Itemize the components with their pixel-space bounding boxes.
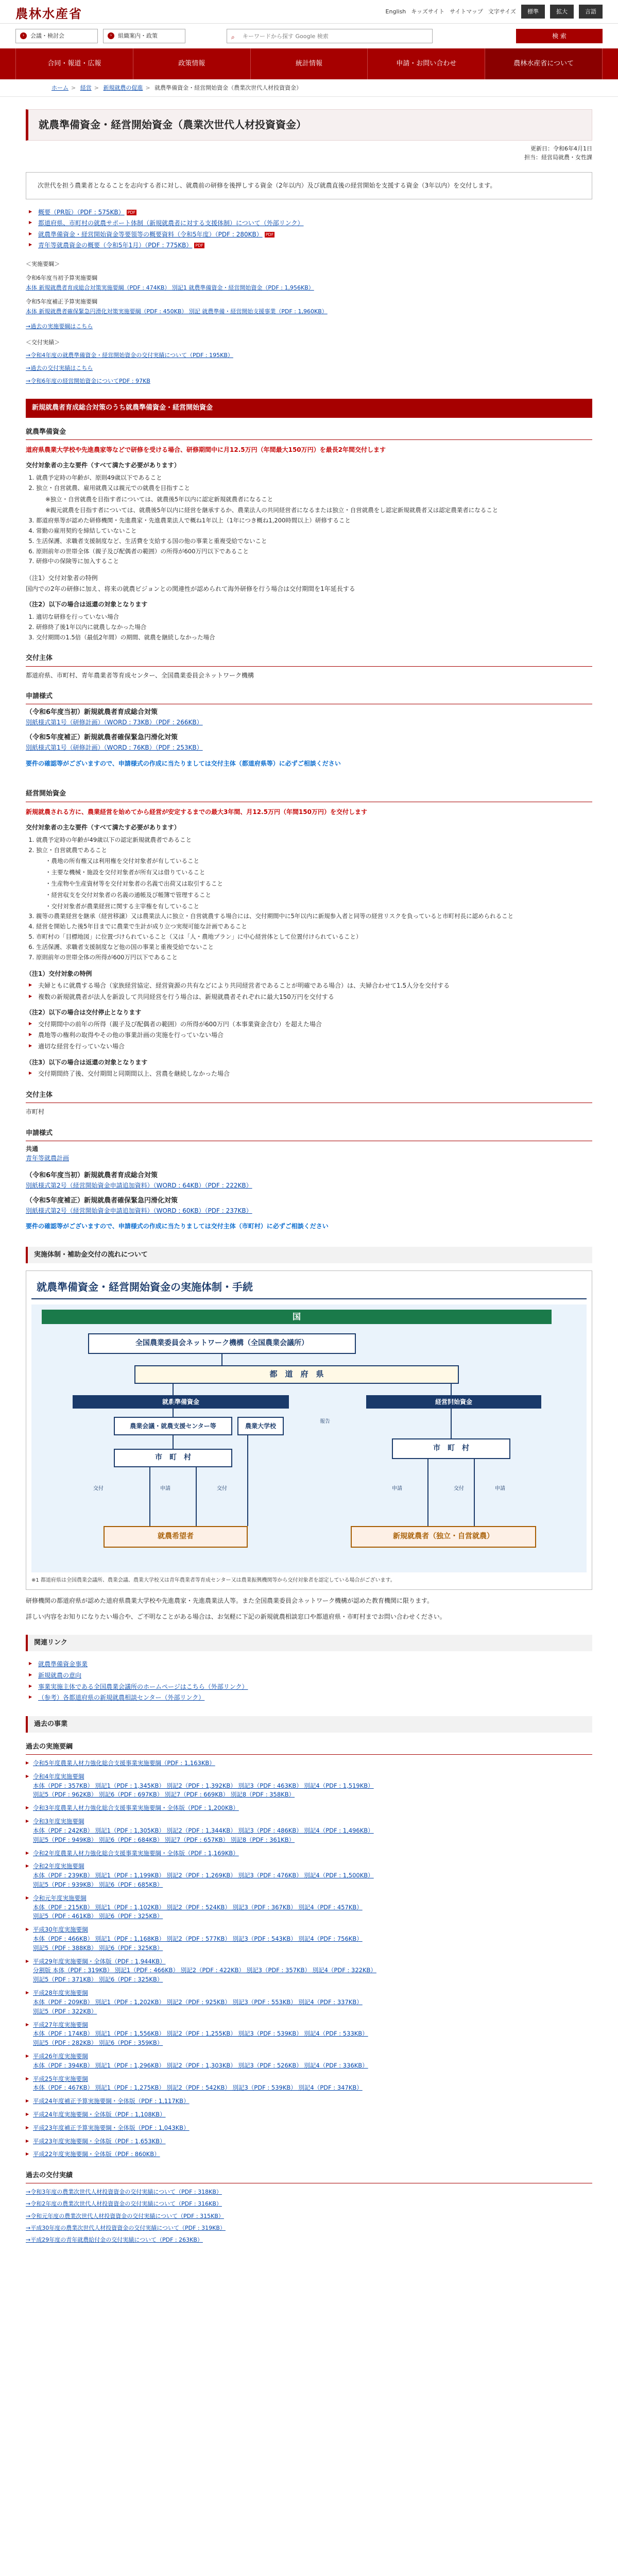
form-link[interactable]: 別紙様式第2号（経営開始資金申請追加資料）（WORD : 60KB）（PDF : 237KB） [26,1207,252,1214]
site-header [0,0,618,24]
note-text: 国内での2年の研修に加え、将来の就農ビジョンとの関連性が認められて海外研修を行う場合は交付期間を1年延長する [26,585,355,592]
past-year-files[interactable]: 別記5（PDF : 322KB） [33,2007,97,2015]
link-overview-pdf[interactable] [29,208,592,217]
past-year-item [26,2075,592,2093]
intro-box: 次世代を担う農業者となることを志向する者に対し、就農前の研修を後押しする資金（2年以内）及び就農直後の経営開始を支援する資金（3年以内）を交付します。 [26,172,592,199]
past-year-item [26,2097,592,2106]
return-condition: ▶ 交付期間終了後、交付期間と同期間以上、営農を継続しなかった場合 [29,1069,592,1079]
search-icon: ⌕ [231,33,235,41]
note-heading: （注3）以下の場合は返還の対象となります [26,1058,148,1066]
performance-link[interactable]: →令和4年度の就農準備資金・経営開始資金の交付実績について（PDF : 195KB） [26,352,233,359]
block-link[interactable]: 本体 新規就農者育成総合対策実施要綱（PDF : 474KB） 別記1 就農準備資金・経営開始資金（PDF : 1,956KB） [26,284,314,292]
search-button[interactable]: 検 索 [516,29,603,43]
return-condition: 1. 適切な研修を行っていない場合 [36,613,592,622]
search-input[interactable] [227,29,433,43]
past-year-title[interactable]: ▶ 平成23年度実施要綱・全体版（PDF : 1,653KB） [26,2137,592,2146]
past-year-files[interactable]: 別記5（PDF : 939KB） 別記6（PDF : 685KB） [33,1880,163,1888]
past-year-item [26,1957,592,1985]
past-year-files[interactable]: 別記5（PDF : 461KB） 別記6（PDF : 325KB） [33,1912,163,1920]
util-link-english[interactable]: English [385,8,406,15]
past-performance-link[interactable]: →平成29年度の青年就農給付金の交付実績について（PDF : 263KB） [26,2236,203,2243]
organization-button[interactable] [103,29,185,43]
section-heading: 実施体制・補助金交付の流れについて [26,1247,592,1263]
diagram-arrow-label: 報告 [320,1419,330,1425]
form-link[interactable]: 別紙様式第1号（研修計画）（WORD : 76KB）（PDF : 253KB） [26,744,203,752]
diagram-applicant-left: 就農希望者 [104,1526,248,1548]
requirement-item: 5. 生活保護、求職者支援制度など、生活費を支給する国の他の事業と重複受給でないこと [36,537,592,546]
arrow-right-icon: › [108,32,114,39]
block-line: 令和5年度補正予算実施要綱 [26,298,97,306]
requirement-item: 7. 原則前年の世帯全体の所得が600万円以下であること [36,953,592,962]
requirement-item: 6. 生活保護、求職者支援制度など他の国の事業と重複受給でないこと [36,943,592,952]
past-year-files[interactable]: 別記5（PDF : 949KB） 別記6（PDF : 684KB） 別記7（PDF : 657KB） 別記8（PDF : 361KB） [33,1836,295,1843]
past-performance-link[interactable]: →令和2年度の農業次世代人材投資資金の交付実績について（PDF : 316KB） [26,2200,222,2208]
past-year-title[interactable]: ▶ 平成23年度補正予算実施要綱・全体版（PDF : 1,043KB） [26,2124,592,2133]
section-heading: 過去の事業 [26,1716,592,1733]
link-support-system[interactable] [29,218,592,228]
arrow-right-icon: › [20,32,27,39]
diagram-arrow-label: 交付 [217,1486,227,1492]
site-logo[interactable]: 農林水産省 [15,6,82,21]
breadcrumb-home[interactable]: ホーム [52,84,68,91]
link-guideline-summary[interactable] [29,230,592,240]
special-case: ▶ 夫婦ともに就農する場合（家族経営協定、経営資源の共有などにより共同経営者であることが明確である場合）は、夫婦合わせて1.5人分を交付する [29,981,592,991]
past-performance-link[interactable]: →令和元年度の農業次世代人材投資資金の交付実績について（PDF : 315KB） [26,2212,224,2219]
link-youth-fund[interactable] [29,241,592,250]
nav-item-policy[interactable]: 政策情報 [133,48,250,79]
related-links [26,1659,592,1702]
past-year-title[interactable]: ▶ 平成28年度実施要綱 [26,1989,592,1998]
related-link-text[interactable]: 新規就農の意向 [38,1671,82,1679]
updated-date: 更新日：令和6年4月1日 [530,145,592,152]
related-link-text[interactable]: （参考）各都道府県の新規就農相談センター（外部リンク） [38,1694,205,1702]
form-heading: （令和6年度当初）新規就農者育成総合対策 [26,708,158,717]
related-link[interactable] [29,1693,592,1703]
subsection-heading: 交付主体 [26,653,592,666]
diagram-right-head: 経営開始資金 [366,1395,541,1409]
pdf-icon: PDF [195,243,203,248]
past-year-title[interactable]: ▶ 平成24年度実施要綱・全体版（PDF : 1,108KB） [26,2110,592,2120]
past-year-item [26,2124,592,2133]
diagram-arrows [31,1304,562,1572]
stop-condition: ▶ 適切な経営を行っていない場合 [29,1042,592,1052]
highlight-text: 道府県農業大学校や先進農家等などで研修を受ける場合、研修期間中に月12.5万円（年間最大150万円）を最長2年間交付します [26,446,386,453]
form-heading: （令和5年度補正）新規就農者確保緊急円滑化対策 [26,1196,178,1205]
return-conditions-list [26,1069,592,1079]
search-placeholder: キーワードから探す Google 検索 [243,33,329,40]
past-year-title[interactable]: ▶ 平成22年度実施要綱・全体版（PDF : 860KB） [26,2150,592,2159]
past-year-title[interactable]: ▶ 平成29年度実施要綱・全体版（PDF : 1,944KB） [26,1957,592,1967]
requirement-item: 3. 親等の農業経営を継承（経営移譲）又は農業法人に独立・自営就農する場合には、交付期間中に5年以内に新規参入者と同等の経営リスクを負っていると市町村長に認められること [36,912,592,921]
subsection-heading: 申請様式 [26,691,592,704]
form-heading: （令和5年度補正）新規就農者確保緊急円滑化対策 [26,734,178,742]
diagram-arrow-label: 申請 [160,1486,170,1492]
related-link-text[interactable]: 就農準備資金事業 [38,1660,88,1668]
application-form [26,707,592,727]
requirement-item: 4. 経営を開始した後5年目までに農業で生計が成り立つ実現可能な計画であること [36,922,592,931]
requirement-note: ・経営収支を交付対象者の名義の通帳及び帳簿で管理すること [45,891,211,899]
diagram-arrow-label: 交付 [454,1486,464,1492]
diagram-arrow-label: 交付 [93,1486,104,1492]
past-year-files[interactable]: 分割版 本体（PDF : 319KB） 別記1（PDF : 466KB） 別記2（PDF : 422KB） 別記3（PDF : 357KB） 別記4（PDF : 322KB） [33,1967,376,1974]
requirement-item: 7. 研修中の保険等に加入すること [36,557,592,566]
highlight-text: 新規就農される方に、農業経営を始めてから経営が安定するまでの最大3年間、月12.5万円（年間150万円）を交付します [26,808,368,816]
diagram-applicant-right: 新規就農者（独立・自営就農） [351,1526,536,1548]
stop-condition: ▶ 交付期間中の前年の所得（親子及び配偶者の範囲）の所得が600万円（本事業資金含む）を超えた場合 [29,1020,592,1029]
language-button[interactable]: 言語 [579,5,603,19]
past-guidelines-link[interactable]: →過去の実施要綱はこちら [26,323,93,330]
past-year-item [26,1894,592,1921]
link-text[interactable]: 都道府県、市町村の就農サポート体制（新規就農者に対する支援体制）について（外部リンク） [38,219,304,227]
subsection-heading: 申請様式 [26,1128,592,1141]
block-heading: ＜交付実績＞ [26,339,60,346]
related-link[interactable] [29,1659,592,1669]
flow-paragraph: 研修機関の都道府県が認めた道府県農業大学校や先進農家・先進農業法人等。また全国農業委員会ネットワーク機構が認めた教育機関に限ります。 [26,1597,434,1605]
update-info [26,145,592,162]
breadcrumb-new-farmers[interactable]: 新規就農の促進 [103,84,143,91]
past-year-title[interactable]: ▶ 平成27年度実施要綱 [26,2021,592,2030]
subsection-heading: 過去の交付実績 [26,2171,592,2183]
diagram-center: 農業会議・就農支援センター等 [114,1417,232,1435]
util-link-sitemap[interactable]: サイトマップ [450,8,483,15]
application-form-common [26,1144,592,1163]
past-year-files[interactable]: 本体（PDF : 215KB） 別記1（PDF : 1,102KB） 別記2（PDF : 524KB） 別記3（PDF : 367KB） 別記4（PDF : 457KB） [33,1903,363,1911]
pdf-icon: PDF [127,210,136,215]
requirement-item: 5. 市町村の「目標地図」に位置づけられていること（又は「人・農地プラン」に中心経営体として位置付けられていること） [36,933,592,942]
form-link[interactable]: 別紙様式第1号（研修計画）（WORD : 73KB）（PDF : 266KB） [26,719,203,726]
form-link[interactable]: 青年等就農計画 [26,1155,70,1162]
past-year-item [26,2052,592,2071]
note-heading: （注2）以下の場合は返還の対象となります [26,601,148,608]
main-content [26,109,592,2244]
past-year-files[interactable]: 別記5（PDF : 388KB） 別記6（PDF : 325KB） [33,1944,163,1952]
global-nav [0,48,618,79]
organization-button-label: 組織案内・政策 [118,32,158,39]
meetings-button[interactable] [15,29,98,43]
past-year-item [26,2150,592,2159]
past-year-title[interactable]: ▶ 令和2年度実施要綱 [26,1862,592,1871]
grant-body-text: 市町村 [26,1108,45,1115]
section-heading: 新規就農者育成総合対策のうち就農準備資金・経営開始資金 [26,399,592,417]
nav-item-application[interactable]: 申請・お問い合わせ [367,48,485,79]
diagram-country: 国 [42,1310,552,1324]
requirement-note: ※独立・自営就農を目指す者については、就農後5年以内に認定新規就農者になること [45,495,273,503]
diagram-arrow-label: 申請 [495,1486,505,1492]
past-year-title[interactable]: ▶ 平成30年度実施要綱 [26,1925,592,1935]
past-year-title[interactable]: ▶ 令和4年度実施要綱 [26,1772,592,1782]
utility-links [386,5,603,19]
subsection-heading: 就農準備資金 [26,427,592,440]
requirement-item: 1. 就農予定時の年齢が49歳以下の認定新規就農者であること [36,836,592,845]
past-year-title[interactable]: ▶ 令和5年度農業人材力強化総合支援事業実施要綱（PDF : 1,163KB） [26,1759,592,1768]
diagram-prefecture: 都 道 府 県 [134,1365,459,1384]
related-link[interactable] [29,1671,592,1681]
r6-fund-link[interactable]: →令和6年度の経営開始資金についてPDF : 97KB [26,378,150,385]
past-year-item [26,1862,592,1889]
past-guidelines-list [26,1759,592,2159]
past-year-item [26,1849,592,1858]
past-year-item [26,2021,592,2048]
consult-alert: 要件の確認等がございますので、申請様式の作成に当たりましては交付主体（都道府県等）に必ずご相談ください [26,759,341,767]
flow-diagram [26,1270,592,1590]
department: 担当：経営局就農・女性課 [524,154,592,161]
requirements-list [26,473,592,566]
nav-item-statistics[interactable]: 統計情報 [250,48,368,79]
return-conditions-list [26,613,592,642]
past-year-title[interactable]: ▶ 令和元年度実施要綱 [26,1894,592,1903]
return-condition: 2. 研修終了後1年以内に就農しなかった場合 [36,623,592,632]
past-year-files[interactable]: 別記5（PDF : 371KB） 別記6（PDF : 325KB） [33,1976,163,1984]
note-heading: （注1）交付対象者の特例 [26,574,98,582]
special-cases-list [26,981,592,1002]
past-year-files[interactable]: 本体（PDF : 467KB） 別記1（PDF : 1,275KB） 別記2（PDF : 542KB） 別記3（PDF : 539KB） 別記4（PDF : 347KB） [33,2084,363,2092]
requirement-item: 2. 独立・自営就農であること [36,846,592,855]
requirement-item: 1. 就農予定時の年齢が、原則49歳以下であること [36,473,592,483]
subsection-heading: 交付主体 [26,1090,592,1103]
link-text[interactable]: 青年等就農資金の概要（令和5年1月）（PDF : 775KB） [38,242,193,249]
requirement-item: 6. 原則前年の世帯全体（親子及び配偶者の範囲）の所得が600万円以下であること [36,547,592,556]
breadcrumb-separator: > [71,84,76,91]
application-form [26,733,592,753]
past-year-files[interactable]: 本体（PDF : 357KB） 別記1（PDF : 1,345KB） 別記2（PDF : 1,392KB） 別記3（PDF : 463KB） 別記4（PDF : 1,519KB） [33,1782,374,1789]
related-link-text[interactable]: 事業実施主体である全国農業会議所のホームページはこちら（外部リンク） [38,1683,248,1690]
util-link-kids[interactable]: キッズサイト [411,8,445,15]
past-year-item [26,1804,592,1813]
section-heading: 関連リンク [26,1635,592,1651]
past-year-item [26,2137,592,2146]
past-year-files[interactable]: 別記5（PDF : 962KB） 別記6（PDF : 697KB） 別記7（PDF : 669KB） 別記8（PDF : 358KB） [33,1791,295,1799]
requirement-note: ・生産物や生産資材等を交付対象者の名義で出荷又は取引すること [45,879,223,887]
past-performance-link[interactable]: →過去の交付実績はこちら [26,365,93,372]
nav-item-about[interactable]: 農林水産省について [485,48,603,79]
past-performance-link[interactable]: →令和3年度の農業次世代人材投資資金の交付実績について（PDF : 318KB） [26,2189,222,2196]
subsection-heading: 過去の実施要綱 [26,1742,592,1755]
past-year-item [26,1759,592,1768]
past-year-files[interactable]: 本体（PDF : 209KB） 別記1（PDF : 1,202KB） 別記2（PDF : 925KB） 別記3（PDF : 553KB） 別記4（PDF : 337KB） [33,1998,363,2006]
requirement-item: 3. 都道府県等が認めた研修機関・先進農家・先進農業法人で概ね1年以上（1年につき概ね1,200時間以上）研修すること [36,516,592,526]
form-heading: （令和6年度当初）新規就農者育成総合対策 [26,1171,158,1179]
return-condition: 3. 交付期間の1.5倍（最低2年間）の期間、就農を継続しなかった場合 [36,633,592,642]
requirements-list [26,836,592,962]
past-year-files[interactable]: 本体（PDF : 394KB） 別記1（PDF : 1,296KB） 別記2（PDF : 1,303KB） 別記3（PDF : 526KB） 別記4（PDF : 336KB） [33,2061,368,2069]
quick-bar [0,24,618,48]
form-link[interactable]: 別紙様式第2号（経営開始資金申請追加資料）（WORD : 64KB）（PDF : 222KB） [26,1182,252,1189]
guidelines-block [26,260,592,385]
past-year-title[interactable]: ▶ 令和3年度農業人材力強化総合支援事業実施要綱・全体版（PDF : 1,200KB） [26,1804,592,1813]
requirement-item: 4. 常勤の雇用契約を締結していないこと [36,527,592,536]
top-link-list [26,208,592,250]
meetings-button-label: 会議・検討会 [30,32,64,39]
stop-conditions-list [26,1020,592,1052]
requirement-note: ・主要な機械・施設を交付対象者が所有又は借りていること [45,869,205,876]
link-text[interactable]: 概要（PR版）（PDF : 575KB） [38,208,125,216]
diagram-note: ※1 都道府県は全国農業会議所、農業会議、農業大学校又は青年農業者等育成センター又は農業振興機関等から交付対象者を認定している場合がございます。 [31,1578,396,1584]
requirements-heading: 交付対象者の主な要件（すべて満たす必要があります） [26,462,180,469]
requirement-note: ・交付対象者が農業経営に関する主宰権を有していること [45,902,199,910]
application-form [26,1171,592,1191]
requirement-item: 2. 独立・自営就農、雇用就農又は親元での就農を目指すこと [36,484,592,493]
pdf-icon: PDF [265,232,274,237]
past-performance-list [26,2188,592,2244]
font-size-label: 文字サイズ [488,8,516,15]
diagram-arrow-label: 申請 [392,1486,402,1492]
note-heading: （注2）以下の場合は交付停止となります [26,1009,142,1016]
past-year-files[interactable]: 本体（PDF : 239KB） 別記1（PDF : 1,199KB） 別記2（PDF : 1,269KB） 別記3（PDF : 476KB） 別記4（PDF : 1,500KB） [33,1872,374,1879]
breadcrumb [0,79,618,97]
grant-body-text: 都道府県、市町村、青年農業者等育成センター、全国農業委員会ネットワーク機構 [26,671,254,679]
past-year-files[interactable]: 別記5（PDF : 282KB） 別記6（PDF : 359KB） [33,2039,163,2047]
past-year-item [26,1989,592,2016]
font-size-standard-button[interactable]: 標準 [521,5,545,19]
past-year-item [26,1817,592,1844]
breadcrumb-separator: > [94,84,99,91]
related-link[interactable] [29,1682,592,1692]
flow-paragraph: 詳しい内容をお知りになりたい場合や、ご不明なことがある場合は、お気軽に下記の新規就農相談窓口や都道府県・市町村までお問い合わせください。 [26,1613,446,1620]
past-year-files[interactable]: 本体（PDF : 174KB） 別記1（PDF : 1,556KB） 別記2（PDF : 1,255KB） 別記3（PDF : 539KB） 別記4（PDF : 533KB） [33,2030,368,2038]
requirements-heading: 交付対象者の主な要件（すべて満たす必要があります） [26,824,180,832]
past-year-title[interactable]: ▶ 平成25年度実施要綱 [26,2075,592,2084]
subsection-heading: 経営開始資金 [26,789,592,802]
past-year-item [26,2110,592,2120]
font-size-large-button[interactable]: 拡大 [550,5,574,19]
breadcrumb-management[interactable]: 経営 [80,84,92,91]
stop-condition: ▶ 農地等の権利の取得やその他の事業計画の実施を行っていない場合 [29,1030,592,1040]
diagram-city-left: 市 町 村 [114,1449,232,1467]
diagram-title: 就農準備資金・経営開始資金の実施体制・手続 [31,1276,587,1299]
past-year-title[interactable]: ▶ 令和2年度農業人材力強化総合支援事業実施要綱・全体版（PDF : 1,169KB） [26,1849,592,1858]
past-year-item [26,1925,592,1953]
past-year-title[interactable]: ▶ 平成26年度実施要綱 [26,2052,592,2061]
requirement-note: ・農地の所有権又は利用権を交付対象者が有していること [45,857,199,865]
past-performance-link[interactable]: →平成30年度の農業次世代人材投資資金の交付実績について（PDF : 319KB） [26,2224,226,2231]
diagram-network: 全国農業委員会ネットワーク機構（全国農業会議所） [88,1333,356,1354]
special-case: ▶ 複数の新規就農者が法人を新設して共同経営を行う場合は、新規就農者それぞれに最大150万円を交付する [29,992,592,1002]
requirement-note: ※親元就農を目指す者については、就農後5年以内に経営を継承するか、農業法人の共同経営者になるまたは独立・自営就農をし認定新規就農者又は認定農業者になること [45,506,499,514]
note-heading: （注1）交付対象の特例 [26,970,92,978]
diagram-left-head: 就農準備資金 [73,1395,289,1409]
nav-item-press[interactable]: 合同・報道・広報 [15,48,133,79]
consult-alert: 要件の確認等がございますので、申請様式の作成に当たりましては交付主体（市町村）に必ずご相談ください [26,1223,329,1230]
diagram-academy: 農業大学校 [237,1417,284,1435]
diagram-city-right: 市 町 村 [392,1438,510,1459]
past-year-title[interactable]: ▶ 平成24年度補正予算実施要綱・全体版（PDF : 1,117KB） [26,2097,592,2106]
breadcrumb-separator: > [145,84,150,91]
breadcrumb-current: 就農準備資金・経営開始資金（農業次世代人材投資資金） [154,84,302,91]
block-line: 令和6年度当初予算実施要綱 [26,275,97,282]
past-year-title[interactable]: ▶ 令和3年度実施要綱 [26,1817,592,1826]
block-heading: ＜実施要綱＞ [26,260,60,267]
diagram-canvas [31,1304,587,1572]
form-heading: 共通 [26,1145,39,1153]
link-text[interactable]: 就農準備資金・経営開始資金等要領等の概要資料（令和5年度）（PDF : 280KB） [38,230,263,238]
block-link[interactable]: 本体 新規就農者確保緊急円滑化対策実施要綱（PDF : 450KB） 別記 就農準備・経営開始支援事業（PDF : 1,960KB） [26,308,328,315]
past-year-files[interactable]: 本体（PDF : 466KB） 別記1（PDF : 1,168KB） 別記2（PDF : 577KB） 別記3（PDF : 543KB） 別記4（PDF : 756KB） [33,1935,363,1943]
past-year-files[interactable]: 本体（PDF : 242KB） 別記1（PDF : 1,305KB） 別記2（PDF : 1,344KB） 別記3（PDF : 486KB） 別記4（PDF : 1,496KB） [33,1826,374,1834]
page-title: 就農準備資金・経営開始資金（農業次世代人材投資資金） [26,109,592,141]
application-form [26,1196,592,1216]
past-year-item [26,1772,592,1800]
